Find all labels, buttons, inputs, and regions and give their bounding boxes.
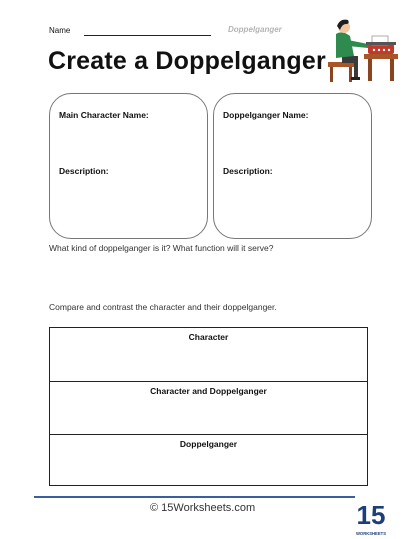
question-kind: What kind of doppelganger is it? What function will it serve?	[49, 243, 274, 253]
compare-table	[49, 327, 368, 486]
name-line[interactable]	[84, 35, 211, 36]
footer-divider	[34, 496, 384, 498]
doppelganger-name-label: Doppelganger Name:	[223, 110, 309, 120]
row-label-both: Character and Doppelganger	[150, 386, 267, 396]
question-compare: Compare and contrast the character and their doppelganger.	[49, 302, 277, 312]
name-label: Name	[49, 26, 71, 35]
row-label-doppelganger: Doppelganger	[179, 439, 238, 449]
row-label-character: Character	[188, 332, 229, 342]
table-row[interactable]	[50, 435, 367, 487]
person-typing-at-typewriter-icon	[318, 14, 402, 84]
main-character-description-label: Description:	[59, 166, 109, 176]
table-row[interactable]	[50, 382, 367, 435]
main-character-name-label: Main Character Name:	[59, 110, 149, 120]
doppelganger-description-label: Description:	[223, 166, 273, 176]
logo-number: 15	[356, 500, 386, 530]
worksheet-topic: Doppelganger	[228, 25, 282, 34]
doppelganger-box[interactable]	[213, 93, 372, 239]
page-title: Create a Doppelganger	[48, 47, 326, 75]
main-character-box[interactable]	[49, 93, 208, 239]
15worksheets-logo-icon	[355, 495, 387, 537]
footer-copyright: © 15Worksheets.com	[150, 502, 256, 514]
table-row[interactable]	[50, 328, 367, 382]
logo-word: WORKSHEETS	[355, 531, 387, 536]
